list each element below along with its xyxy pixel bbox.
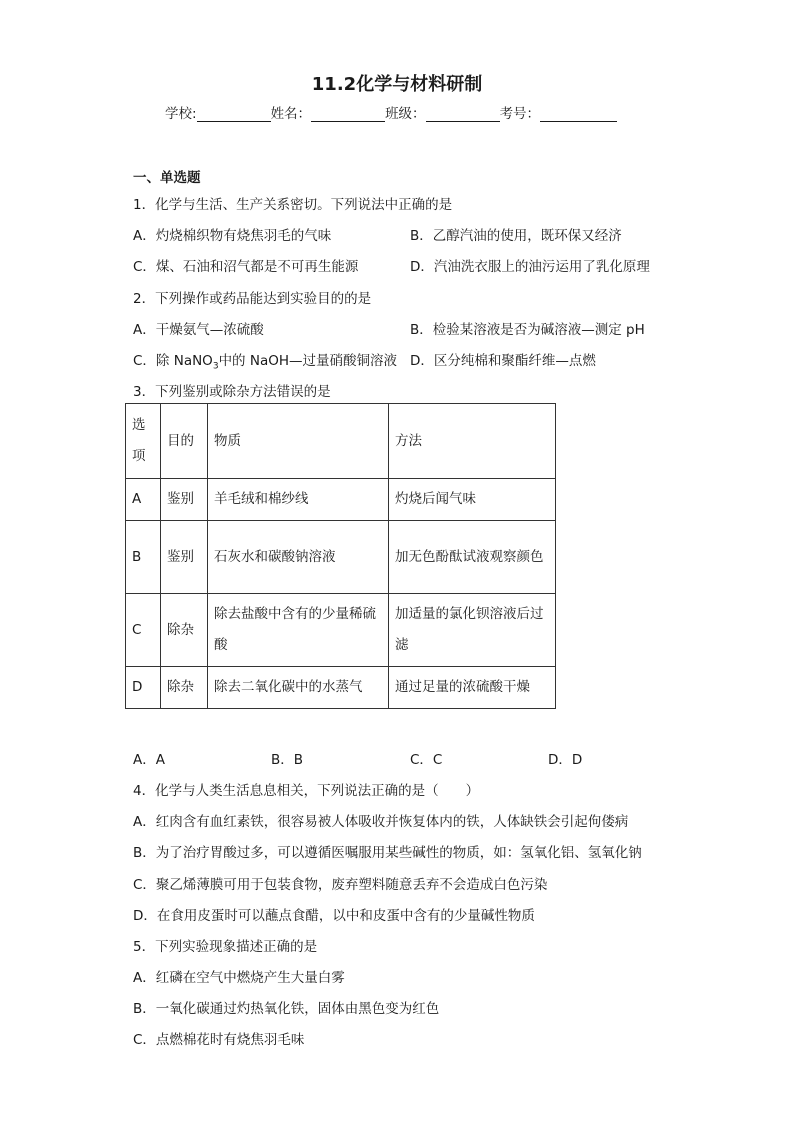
school-blank <box>197 107 271 122</box>
q5-option-b: B．一氧化碳通过灼热氧化铁，固体由黑色变为红色 <box>133 1001 440 1017</box>
table-cell: 除杂 <box>161 594 208 667</box>
table-cell: 羊毛绒和棉纱线 <box>208 479 389 521</box>
q2-c-suffix: 中的 NaOH—过量硝酸铜溶液 <box>218 353 398 369</box>
table-cell: B <box>126 521 161 594</box>
q3-option-d: D．D <box>548 752 583 768</box>
name-label: 姓名： <box>270 106 312 122</box>
q1-stem: 1．化学与生活、生产关系密切。下列说法中正确的是 <box>133 197 453 213</box>
q3-option-a: A．A <box>133 752 165 768</box>
table-cell: D <box>126 667 161 709</box>
q3-option-c: C．C <box>410 752 443 768</box>
table-cell: 加无色酚酞试液观察颜色 <box>389 521 556 594</box>
q2-option-a: A．干燥氨气—浓硫酸 <box>133 322 264 338</box>
table-header-cell: 方法 <box>389 404 556 479</box>
section-title: 一、单选题 <box>133 170 201 186</box>
q1-option-a: A．灼烧棉织物有烧焦羽毛的气味 <box>133 228 332 244</box>
table-cell: 除杂 <box>161 667 208 709</box>
table-row <box>126 594 556 667</box>
q4-option-d: D．在食用皮蛋时可以蘸点食醋，以中和皮蛋中含有的少量碱性物质 <box>133 908 535 924</box>
class-blank <box>426 107 500 122</box>
q4-option-c: C．聚乙烯薄膜可用于包装食物，废弃塑料随意丢弃不会造成白色污染 <box>133 877 548 893</box>
q5-stem: 5．下列实验现象描述正确的是 <box>133 939 318 955</box>
table-cell: C <box>126 594 161 667</box>
q3-option-b: B．B <box>271 752 304 768</box>
q3-stem: 3．下列鉴别或除杂方法错误的是 <box>133 384 331 400</box>
q2-c-subscript: 3 <box>212 361 219 372</box>
q4-option-b: B．为了治疗胃酸过多，可以遵循医嘱服用某些碱性的物质，如：氢氧化铝、氢氧化钠 <box>133 845 642 861</box>
table-row <box>126 479 556 521</box>
table-cell: 石灰水和碳酸钠溶液 <box>208 521 389 594</box>
student-info-line <box>165 102 617 122</box>
table-header-cell: 物质 <box>208 404 389 479</box>
table-cell: 加适量的氯化钡溶液后过滤 <box>389 594 556 667</box>
table-cell: 灼烧后闻气味 <box>389 479 556 521</box>
page-title: 11.2化学与材料研制 <box>311 74 483 95</box>
table-row <box>126 667 556 709</box>
class-label: 班级： <box>385 106 426 122</box>
table-cell: A <box>126 479 161 521</box>
table-cell: 鉴别 <box>161 479 208 521</box>
table-cell: 除去二氧化碳中的水蒸气 <box>208 667 389 709</box>
q2-c-prefix: C．除 NaNO <box>133 353 213 369</box>
exam-no-label: 考号： <box>499 106 541 122</box>
table-header-row <box>126 404 556 479</box>
table-header-cell: 选项 <box>126 404 161 479</box>
q3-table <box>125 403 556 709</box>
exam-no-blank <box>540 107 617 122</box>
table-cell: 除去盐酸中含有的少量稀硫酸 <box>208 594 389 667</box>
name-blank <box>311 107 385 122</box>
q2-option-b: B．检验某溶液是否为碱溶液—测定 pH <box>410 322 645 338</box>
q4-option-a: A．红肉含有血红素铁，很容易被人体吸收并恢复体内的铁，人体缺铁会引起佝偻病 <box>133 814 629 830</box>
table-row <box>126 521 556 594</box>
table-header-cell: 目的 <box>161 404 208 479</box>
q2-option-d: D．区分纯棉和聚酯纤维—点燃 <box>410 353 596 369</box>
table-cell: 鉴别 <box>161 521 208 594</box>
q1-option-b: B．乙醇汽油的使用，既环保又经济 <box>410 228 622 244</box>
q2-option-c <box>133 349 397 372</box>
q5-option-a: A．红磷在空气中燃烧产生大量白雾 <box>133 970 345 986</box>
q2-stem: 2．下列操作或药品能达到实验目的的是 <box>133 291 372 307</box>
q4-stem: 4．化学与人类生活息息相关，下列说法正确的是（ ） <box>133 783 480 799</box>
q1-option-d: D．汽油洗衣服上的油污运用了乳化原理 <box>410 259 650 275</box>
school-label: 学校: <box>165 106 197 122</box>
q5-option-c: C．点燃棉花时有烧焦羽毛味 <box>133 1032 305 1048</box>
table-cell: 通过足量的浓硫酸干燥 <box>389 667 556 709</box>
q1-option-c: C．煤、石油和沼气都是不可再生能源 <box>133 259 359 275</box>
